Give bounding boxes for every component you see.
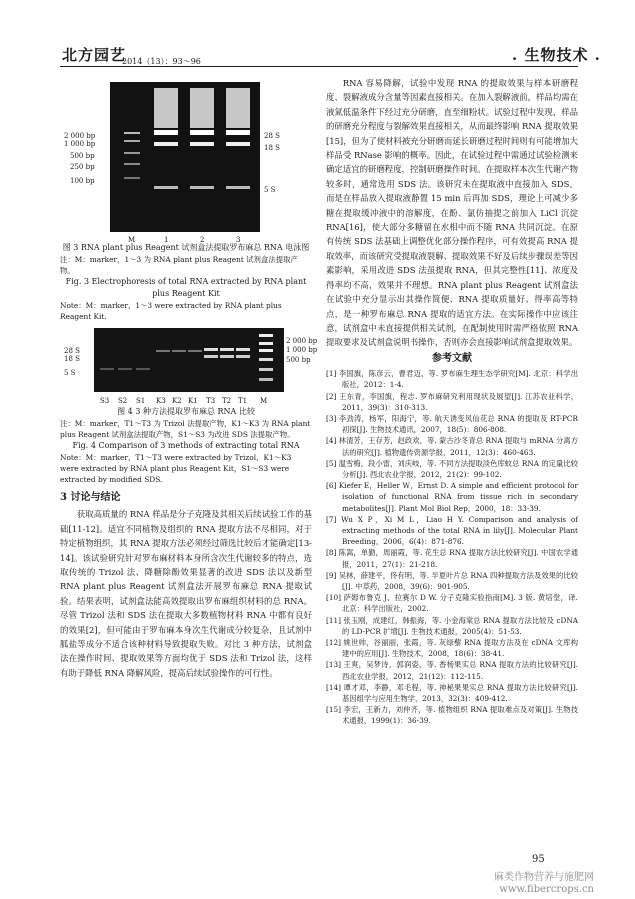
gel-bands xyxy=(110,82,260,232)
reference-item: [12] 姚世帅，谷丽丽，张霞，等. 灰绿藜 RNA 提取方法及在 cDNA 文库构建中的应用[J]. 生物技术，2008，18(6)：38-41. xyxy=(326,638,578,659)
reference-item: [10] 萨姆布鲁克 J，拉赛尔 D W. 分子克隆实验指南[M]. 3 版. 黄培堂，译. 北京：科学出版社，2002. xyxy=(326,593,578,614)
references-heading: 参考文献 xyxy=(432,352,472,364)
figure4-note-en: Note：M：marker，T1～T3 were extracted by Trizol，K1～K3 were extracted by RNA plant plus Reagent Kit，S1～S3 were extracted by modified SDS. xyxy=(60,453,292,484)
reference-item: [3] 李劲涛，杨军，阳海宁，等. 航天诱变风仙花总 RNA 的提取及 RT-PCR 初探[J]. 生物技术通讯，2007，18(5)：806-808. xyxy=(326,413,578,435)
lane-label: S2 xyxy=(118,397,128,405)
lane-label: K1 xyxy=(188,397,198,405)
band-label: 5 S xyxy=(264,186,276,194)
issue-meta: 2014（13）：93～96 xyxy=(122,57,201,66)
band-label: 28 S xyxy=(64,347,80,355)
gel-bands xyxy=(94,328,284,392)
ladder-label: 500 bp xyxy=(70,152,95,160)
ladder-label: 100 bp xyxy=(70,177,95,185)
lane-label: M xyxy=(260,397,268,405)
lane-label: 2 xyxy=(200,236,205,244)
lane-label: 3 xyxy=(236,236,241,244)
reference-item: [6] Kiefer E，Heller W，Ernst D. A simple and efficient protocol for isolation of functional RNA from tissue rich in secondary metabolites[J]. Plant Mol Biol Rep，2000，18：33-39. xyxy=(326,481,578,513)
gel-image xyxy=(94,328,284,392)
discussion-paragraph-2: RNA 容易降解，试验中发现 RNA 的提取效果与样本研磨程度、裂解液成分含量等因素直接相关。在加入裂解液前，样品均需在液氮低温条件下经过充分研磨，直至细粉状。试验过程中发现，样品的研磨充分程度与裂解效果直接相关，从而最终影响 RNA 提取效果[15]，但为了使材料被充分研磨而延长研磨过程时间则有可能增加大样品受 RNase 影响的概率。因此，在试验过程中需通过试验检测来确定适宜的研磨程度，控制研磨操作时间。在提取样本次生代谢产物较多时，通常选用 SDS 法。该研究未在提取液中直接加入 SDS，而是在样品放入提取液静置 15 min 后再加 SDS，理论上可减少多糖在提取缓冲液中的溶解度，在酚、氯仿抽提之前加入 LiCl 沉淀 RNA[16]，使大部分多糖留在水相中而不随 RNA 共同沉淀。在原有传统 SDS 法基础上调整优化部分操作程序，可有效提高 RNA 提取效率，而该研究受提取液裂解、提取效果不好及后续步骤误差等因素影响，采用改进 SDS 法虽提取 RNA，但其完整性[11]、浓度及得率均不高，效果并不理想。RNA plant plus Reagent 试剂盒法在试验中充分显示出其操作简便、RNA 提取质量好、得率高等特点，是一种罗布麻总 RNA 提取的适宜方法。在实际操作中应该注意，试剂盒中未直接提供相关试剂，在配制使用时需严格依照 RNA 提取要求及试剂盒说明书操作，否则亦会直接影响试剂盒提取效果。 xyxy=(326,78,578,348)
lane-label: S3 xyxy=(100,397,110,405)
page-number: 95 xyxy=(532,854,545,865)
section-title: . 生物技术 . xyxy=(512,46,601,64)
band-label: 5 S xyxy=(64,369,76,377)
reference-item: [7] Wu X P，Xi M L，Liao H Y. Comparison and analysis of extracting methods of the total RNA in lily[J]. Molecular Plant Breeding，2006，6(4)：871-876. xyxy=(326,514,578,547)
reference-list xyxy=(326,368,578,727)
reference-item: [14] 谭才邓，李静，邓毛程，等. 神秘果果实总 RNA 提取方法比较研究[J]. 基因组学与应用生物学，2013，32(3)：409-412. xyxy=(326,682,578,704)
header-rule xyxy=(60,66,578,67)
reference-item: [8] 陈嵩，单勤，周丽霞，等. 花生总 RNA 提取方法比较研究[J]. 中国农学通报，2011，27(1)：21-218. xyxy=(326,548,578,569)
lane-label: T1 xyxy=(238,397,248,405)
lane-s xyxy=(100,368,150,370)
figure3-note-en: Note：M：marker，1～3 were extracted by RNA plant plus Reagent Kit. xyxy=(60,301,282,321)
reference-item: [4] 林清芳，王存芳，赵政欢，等. 蒙古沙冬青总 RNA 提取与 mRNA 分离方法的研究[J]. 植物遗传资源学报，2011，12(3)：460-463. xyxy=(326,436,578,457)
band-label: 18 S xyxy=(64,355,80,363)
lane-label: M xyxy=(128,236,136,244)
lane-k xyxy=(156,350,202,352)
lane-label: 1 xyxy=(164,236,169,244)
reference-item: [1] 李国旗，陈彦云，曹君迈，等. 罗布麻生理生态学研究[M]. 北京：科学出版社，2012：1-4. xyxy=(326,369,578,390)
ladder-band xyxy=(124,132,140,134)
ladder-band xyxy=(124,140,140,142)
reference-item: [5] 温雪梅，段小雷，刘庆岐，等. 不同方法提取淡色库蚊总 RNA 的定量比较分析[J]. 西北农业学报，2012，21(2)：99-102. xyxy=(326,458,578,479)
reference-item: [9] 吴林，薛建平，佟有明，等. 半夏叶片总 RNA 四种提取方法及效果的比较[J]. 中草药，2008，39(6)：901-905. xyxy=(326,570,578,591)
journal-name: 北方园艺 xyxy=(62,46,127,64)
figure3-caption-cn: 图 3 RNA plant plus Reagent 试剂盒法提取罗布麻总 RNA 电泳图 xyxy=(62,243,310,252)
reference-item: [2] 王东青，李国旗，程志. 罗布麻研究利用现状及展望[J]. 江苏农业科学，2011，39(3)：310-313. xyxy=(326,391,578,412)
figure4-note-cn: 注：M：marker，T1～T3 为 Trizol 法提取产物，K1～K3 为 RNA plant plus Reagent 试剂盒法提取产物，S1～S3 为改进 SDS 法提取产物。 xyxy=(60,419,311,439)
right-column xyxy=(326,76,578,727)
figure3-note-cn: 注：M：marker，1～3 为 RNA plant plus Reagent 试剂盒法提取产物。 xyxy=(60,255,298,275)
ladder-label: 1 000 bp xyxy=(64,140,96,148)
gel-image xyxy=(110,82,260,232)
lane-label: K2 xyxy=(172,397,182,405)
figure3-gel xyxy=(60,82,312,242)
ladder-label: 2 000 bp xyxy=(64,132,96,140)
discussion-heading: 3 讨论与结论 xyxy=(60,492,121,503)
ladder-label: 250 bp xyxy=(70,163,95,171)
lane-label: T3 xyxy=(206,397,216,405)
figure4-caption-cn: 图 4 3 种方法提取罗布麻总 RNA 比较 xyxy=(117,407,255,416)
ladder-band xyxy=(124,163,140,165)
watermark-line-2: www.fibercrops.cn xyxy=(499,884,594,895)
ladder-band xyxy=(124,152,140,154)
left-column xyxy=(60,82,318,680)
band-label: 28 S xyxy=(264,132,280,140)
figure4-gel xyxy=(60,326,318,406)
ladder-label: 2 000 bp xyxy=(286,337,318,345)
band-label: 18 S xyxy=(264,144,280,152)
figure4-caption-en: Fig. 4 Comparison of 3 methods of extracting total RNA xyxy=(72,441,300,450)
ladder-band xyxy=(124,177,140,179)
reference-item: [11] 张玉刚，成建红，韩振海，等. 小金海棠总 RNA 提取方法比较及 cDNA 的 LD-PCR 扩增[J]. 生物技术通报，2005(4)：51-53. xyxy=(326,615,578,636)
figure3-caption-en: Fig. 3 Electrophoresis of total RNA extracted by RNA plant plus Reagent Kit xyxy=(65,277,307,298)
ladder-label: 500 bp xyxy=(286,356,311,364)
lane-label: T2 xyxy=(222,397,232,405)
reference-item: [13] 王爽，吴梦诗，郭润姿，等. 香杨果实总 RNA 提取方法的比较研究[J]. 西北农业学报，2012，21(12)：112-115. xyxy=(326,660,578,681)
lane-label: S1 xyxy=(136,397,146,405)
ladder-label: 1 000 bp xyxy=(286,346,318,354)
watermark-line-1: 麻类作物营养与施肥网 xyxy=(494,872,594,883)
discussion-paragraph-1: 获取高质量的 RNA 样品是分子克隆及其相关后续试验工作的基础[11-12]。适宜不同植物及组织的 RNA 提取方法不尽相同，对于特定植物组织，其 RNA 提取方法必须经过筛选比较后才能确定[13-14]。该试验研究针对罗布麻材料本身所含次生代谢较多的特点，选取传统的 Trizol 法、降糖除酚效果显著的改进 SDS 法以及新型 RNA plant plus Reagent 试剂盒法开展罗布麻总 RNA 提取试验。结果表明，试剂盒法能高效提取出罗布麻组织材料的总 RNA。尽管 Trizol 法和 SDS 法在提取大多数植物材料 RNA 中都有良好的效果[2]，但可能由于罗布麻本身次生代谢成分较复杂，且试剂中胍盐等成分不适合该种材料导致提取失败。对比 3 种方法，试剂盒法在操作时间、提取效果等方面均优于 SDS 法和 Trizol 法，这样有助于降低 RNA 降解风险，提高后续试验操作的可行性。 xyxy=(60,509,312,678)
lane-label: K3 xyxy=(156,397,166,405)
reference-item: [15] 李宏，王新力，刘仲齐，等. 植物组织 RNA 提取难点及对策[J]. 生物技术通报，1999(1)：36-39. xyxy=(326,705,578,726)
site-watermark xyxy=(494,872,594,896)
